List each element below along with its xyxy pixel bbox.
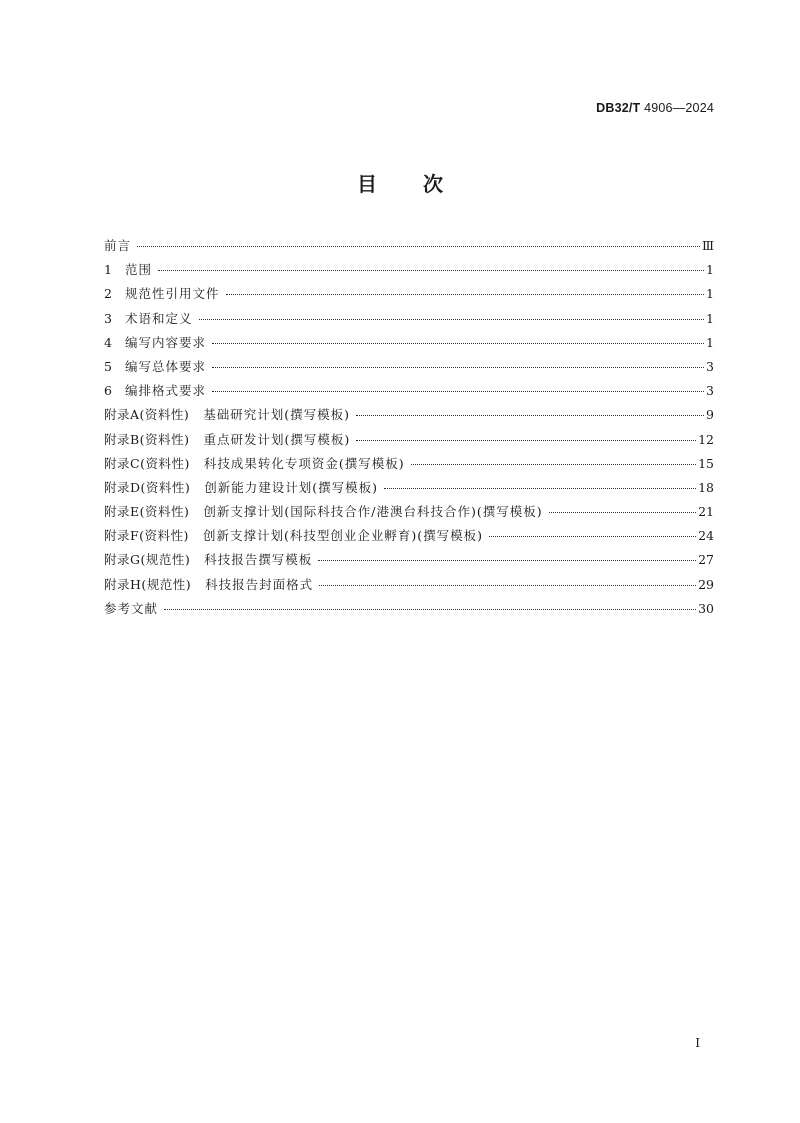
toc-appendix-title: 基础研究计划(撰写模板) [203,407,351,423]
toc-entry-label [104,573,313,597]
toc-entry-page: 18 [698,479,714,495]
toc-entry-label [104,500,543,524]
standard-number: 4906—2024 [644,101,714,115]
toc-appendix-code: 附录B(资料性) [104,431,190,447]
toc-entry-label: 范围 [125,262,153,278]
toc-entry-label [104,524,483,548]
table-of-contents [104,234,714,621]
toc-entry-label: 前言 [104,238,132,253]
toc-entry[interactable] [104,355,714,379]
toc-entry-label: 术语和定义 [125,310,193,326]
toc-entry[interactable] [104,428,714,452]
toc-leader-dots [226,294,705,295]
toc-entry-page: 1 [706,262,714,278]
page-number: I [695,1036,700,1050]
toc-entry-page: 1 [706,286,714,302]
toc-appendix-title: 创新支撑计划(科技型创业企业孵育)(撰写模板) [202,528,483,544]
toc-appendix-code: 附录E(资料性) [104,504,190,520]
toc-appendix-title: 科技报告撰写模板 [204,552,313,568]
toc-entry[interactable] [104,307,714,331]
toc-leader-dots [212,391,704,392]
toc-entry-label [104,403,350,427]
toc-entry-page: 21 [698,504,714,520]
toc-appendix-title: 科技报告封面格式 [205,576,314,592]
toc-entry[interactable] [104,234,714,258]
toc-entry-page: 1 [706,334,714,350]
document-header [596,101,714,115]
toc-entry[interactable] [104,548,714,572]
toc-entry-page: Ⅲ [701,238,714,253]
toc-entry-label [104,548,312,572]
toc-entry[interactable] [104,524,714,548]
toc-entry[interactable] [104,476,714,500]
toc-entry-page: 12 [698,431,714,447]
toc-entry-page: 27 [698,552,714,568]
toc-entry-page: 3 [706,358,714,374]
toc-entry-number: 3 [104,310,112,326]
toc-entry-label: 编写内容要求 [125,334,207,350]
toc-entry-label: 编写总体要求 [125,358,207,374]
toc-leader-dots [158,270,704,271]
toc-entry-page: 29 [698,576,714,592]
toc-leader-dots [489,536,696,537]
toc-entry[interactable] [104,282,714,306]
page-title: 目次 [357,172,489,196]
toc-appendix-code: 附录H(规范性) [104,576,192,592]
toc-entry-number: 2 [104,286,112,302]
toc-appendix-code: 附录D(资料性) [104,479,191,495]
toc-appendix-title: 创新能力建设计划(撰写模板) [204,479,379,495]
toc-entry[interactable] [104,379,714,403]
toc-entry-number: 6 [104,383,112,399]
toc-appendix-code: 附录C(资料性) [104,455,190,471]
toc-entry-number: 4 [104,334,112,350]
toc-entry-label: 编排格式要求 [125,383,207,399]
toc-entry[interactable] [104,597,714,621]
toc-appendix-code: 附录G(规范性) [104,552,191,568]
toc-entry-page: 1 [706,310,714,326]
toc-leader-dots [356,415,704,416]
standard-prefix: DB32/T [596,101,641,115]
toc-appendix-title: 重点研发计划(撰写模板) [203,431,351,447]
toc-leader-dots [319,585,696,586]
toc-entry[interactable] [104,573,714,597]
toc-entry-page: 30 [698,600,714,616]
toc-entry[interactable] [104,258,714,282]
toc-leader-dots [384,488,696,489]
toc-entry-number: 1 [104,262,112,278]
toc-entry-label: 参考文献 [104,600,159,616]
toc-entry-label [104,428,350,452]
toc-entry-label [104,476,378,500]
toc-entry[interactable] [104,331,714,355]
toc-leader-dots [164,609,696,610]
toc-entry-page: 24 [698,528,714,544]
toc-leader-dots [411,464,697,465]
toc-entry-number: 5 [104,358,112,374]
toc-entry[interactable] [104,452,714,476]
toc-entry-page: 15 [698,455,714,471]
toc-appendix-code: 附录A(资料性) [104,407,190,423]
toc-entry[interactable] [104,500,714,524]
toc-entry-page: 9 [706,407,714,423]
toc-entry[interactable] [104,403,714,427]
toc-entry-label [104,452,405,476]
toc-leader-dots [356,440,696,441]
toc-appendix-title: 创新支撑计划(国际科技合作/港澳台科技合作)(撰写模板) [203,504,543,520]
toc-leader-dots [318,560,696,561]
toc-entry-page: 3 [706,383,714,399]
toc-leader-dots [549,512,696,513]
toc-leader-dots [199,319,705,320]
toc-leader-dots [137,246,700,247]
toc-leader-dots [212,343,704,344]
toc-appendix-code: 附录F(资料性) [104,528,189,544]
toc-leader-dots [212,367,704,368]
toc-entry-label: 规范性引用文件 [125,286,220,302]
toc-appendix-title: 科技成果转化专项资金(撰写模板) [203,455,405,471]
